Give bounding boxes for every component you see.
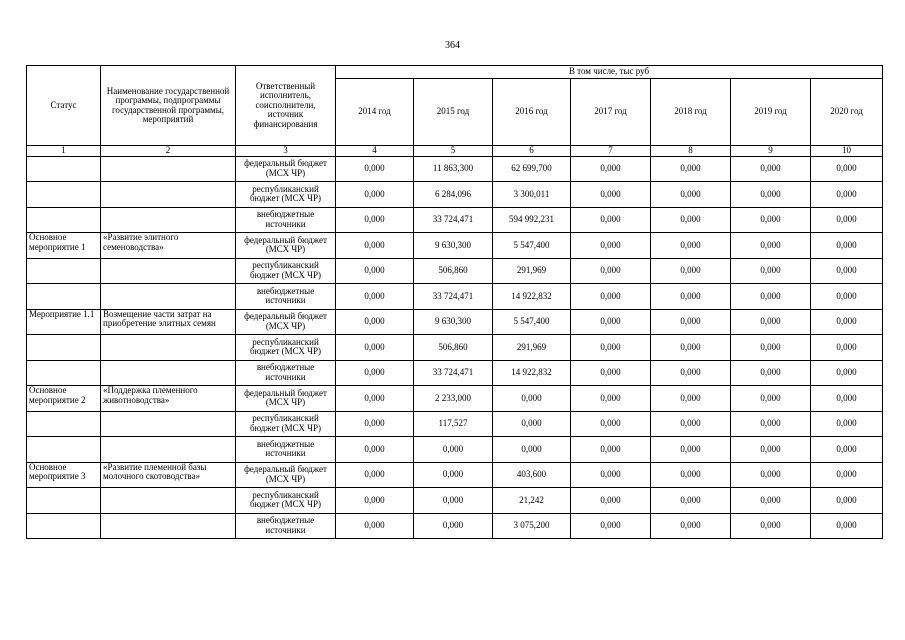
program-name-cell: «Поддержка племенного животноводства» (101, 386, 236, 412)
column-number: 10 (811, 146, 883, 157)
value-cell: 0,000 (571, 437, 651, 463)
value-cell: 14 922,832 (493, 360, 571, 386)
value-cell: 0,000 (811, 207, 883, 233)
header-year: 2020 год (811, 79, 883, 146)
value-cell: 0,000 (336, 233, 414, 259)
value-cell: 33 724,471 (414, 360, 493, 386)
funding-source-cell: республиканский бюджет (МСХ ЧР) (236, 488, 336, 514)
column-number: 9 (731, 146, 811, 157)
value-cell: 0,000 (651, 284, 731, 310)
value-cell: 21,242 (493, 488, 571, 514)
status-cell: Мероприятие 1.1 (27, 309, 101, 335)
status-cell: Основное мероприятие 1 (27, 233, 101, 259)
funding-source-cell: внебюджетные источники (236, 437, 336, 463)
value-cell: 0,000 (336, 360, 414, 386)
table-row (27, 233, 883, 259)
funding-source-cell: республиканский бюджет (МСХ ЧР) (236, 182, 336, 208)
value-cell: 0,000 (731, 335, 811, 361)
table-row (27, 488, 883, 514)
value-cell: 5 547,400 (493, 233, 571, 259)
value-cell: 0,000 (571, 513, 651, 539)
value-cell: 0,000 (811, 513, 883, 539)
value-cell: 0,000 (651, 513, 731, 539)
header-year: 2018 год (651, 79, 731, 146)
value-cell: 0,000 (811, 156, 883, 182)
value-cell: 0,000 (571, 156, 651, 182)
value-cell: 0,000 (336, 182, 414, 208)
funding-source-cell: республиканский бюджет (МСХ ЧР) (236, 258, 336, 284)
column-number: 3 (236, 146, 336, 157)
value-cell: 0,000 (811, 437, 883, 463)
funding-source-cell: внебюджетные источники (236, 207, 336, 233)
value-cell: 0,000 (571, 182, 651, 208)
program-name-cell (101, 513, 236, 539)
value-cell: 0,000 (414, 488, 493, 514)
value-cell: 0,000 (651, 309, 731, 335)
table-row (27, 156, 883, 182)
value-cell: 0,000 (731, 488, 811, 514)
value-cell: 0,000 (651, 462, 731, 488)
funding-source-cell: федеральный бюджет (МСХ ЧР) (236, 386, 336, 412)
program-name-cell (101, 488, 236, 514)
value-cell: 0,000 (493, 437, 571, 463)
program-name-cell (101, 284, 236, 310)
program-name-cell (101, 360, 236, 386)
status-cell (27, 411, 101, 437)
table-row (27, 207, 883, 233)
value-cell: 0,000 (414, 513, 493, 539)
value-cell: 0,000 (571, 207, 651, 233)
funding-source-cell: внебюджетные источники (236, 284, 336, 310)
status-cell: Основное мероприятие 3 (27, 462, 101, 488)
status-cell (27, 360, 101, 386)
value-cell: 6 284,096 (414, 182, 493, 208)
value-cell: 0,000 (731, 386, 811, 412)
value-cell: 14 922,832 (493, 284, 571, 310)
value-cell: 0,000 (571, 411, 651, 437)
program-name-cell (101, 258, 236, 284)
value-cell: 3 300,011 (493, 182, 571, 208)
header-status: Статус (27, 66, 101, 146)
value-cell: 0,000 (731, 513, 811, 539)
status-cell (27, 437, 101, 463)
value-cell: 0,000 (651, 207, 731, 233)
table-row (27, 462, 883, 488)
value-cell: 0,000 (336, 309, 414, 335)
value-cell: 0,000 (731, 207, 811, 233)
value-cell: 0,000 (414, 462, 493, 488)
value-cell: 403,600 (493, 462, 571, 488)
value-cell: 0,000 (651, 156, 731, 182)
value-cell: 0,000 (336, 258, 414, 284)
value-cell: 0,000 (493, 386, 571, 412)
value-cell: 0,000 (571, 233, 651, 259)
table-row (27, 284, 883, 310)
value-cell: 0,000 (571, 462, 651, 488)
value-cell: 0,000 (731, 309, 811, 335)
funding-source-cell: республиканский бюджет (МСХ ЧР) (236, 335, 336, 361)
program-name-cell: Возмещение части затрат на приобретение элитных семян (101, 309, 236, 335)
value-cell: 0,000 (651, 335, 731, 361)
program-name-cell (101, 411, 236, 437)
status-cell (27, 513, 101, 539)
column-number: 8 (651, 146, 731, 157)
program-name-cell (101, 437, 236, 463)
value-cell: 0,000 (811, 386, 883, 412)
value-cell: 0,000 (731, 182, 811, 208)
value-cell: 0,000 (571, 386, 651, 412)
table-row (27, 182, 883, 208)
value-cell: 0,000 (811, 488, 883, 514)
status-cell (27, 335, 101, 361)
value-cell: 0,000 (336, 335, 414, 361)
value-cell: 0,000 (493, 411, 571, 437)
value-cell: 0,000 (651, 488, 731, 514)
status-cell: Основное мероприятие 2 (27, 386, 101, 412)
value-cell: 0,000 (811, 284, 883, 310)
funding-source-cell: федеральный бюджет (МСХ ЧР) (236, 233, 336, 259)
header-year: 2019 год (731, 79, 811, 146)
status-cell (27, 258, 101, 284)
value-cell: 0,000 (336, 437, 414, 463)
column-number: 2 (101, 146, 236, 157)
value-cell: 0,000 (336, 411, 414, 437)
value-cell: 0,000 (336, 156, 414, 182)
value-cell: 0,000 (571, 335, 651, 361)
value-cell: 0,000 (651, 360, 731, 386)
table-row (27, 258, 883, 284)
value-cell: 0,000 (651, 258, 731, 284)
value-cell: 0,000 (731, 462, 811, 488)
table-body (27, 156, 883, 539)
header-year: 2015 год (414, 79, 493, 146)
value-cell: 0,000 (731, 258, 811, 284)
column-number: 4 (336, 146, 414, 157)
status-cell (27, 488, 101, 514)
value-cell: 0,000 (811, 258, 883, 284)
value-cell: 0,000 (811, 233, 883, 259)
value-cell: 0,000 (731, 156, 811, 182)
header-year: 2014 год (336, 79, 414, 146)
value-cell: 0,000 (811, 411, 883, 437)
header-responsible: Ответственный исполнитель, соисполнители, источник финансирования (236, 66, 336, 146)
funding-source-cell: внебюджетные источники (236, 360, 336, 386)
value-cell: 117,527 (414, 411, 493, 437)
value-cell: 291,969 (493, 258, 571, 284)
value-cell: 0,000 (731, 284, 811, 310)
program-name-cell: «Развитие племенной базы молочного скотоводства» (101, 462, 236, 488)
status-cell (27, 207, 101, 233)
budget-table (26, 65, 883, 539)
value-cell: 2 233,000 (414, 386, 493, 412)
column-number: 7 (571, 146, 651, 157)
value-cell: 62 699,700 (493, 156, 571, 182)
program-name-cell (101, 156, 236, 182)
value-cell: 0,000 (651, 233, 731, 259)
header-year: 2017 год (571, 79, 651, 146)
value-cell: 0,000 (731, 360, 811, 386)
table-row (27, 309, 883, 335)
value-cell: 0,000 (731, 437, 811, 463)
status-cell (27, 284, 101, 310)
value-cell: 0,000 (571, 309, 651, 335)
value-cell: 0,000 (336, 207, 414, 233)
value-cell: 11 863,300 (414, 156, 493, 182)
table-row (27, 513, 883, 539)
value-cell: 33 724,471 (414, 284, 493, 310)
value-cell: 0,000 (731, 233, 811, 259)
value-cell: 506,860 (414, 258, 493, 284)
value-cell: 9 630,300 (414, 309, 493, 335)
header-program-name: Наименование государственной программы, подпрограммы государственной программы, мероприятий (101, 66, 236, 146)
funding-source-cell: республиканский бюджет (МСХ ЧР) (236, 411, 336, 437)
status-cell (27, 156, 101, 182)
funding-source-cell: федеральный бюджет (МСХ ЧР) (236, 156, 336, 182)
value-cell: 0,000 (651, 437, 731, 463)
header-year: 2016 год (493, 79, 571, 146)
value-cell: 0,000 (731, 411, 811, 437)
value-cell: 0,000 (336, 386, 414, 412)
value-cell: 0,000 (811, 360, 883, 386)
funding-source-cell: федеральный бюджет (МСХ ЧР) (236, 462, 336, 488)
value-cell: 5 547,400 (493, 309, 571, 335)
column-number: 5 (414, 146, 493, 157)
program-name-cell (101, 182, 236, 208)
value-cell: 9 630,300 (414, 233, 493, 259)
value-cell: 291,969 (493, 335, 571, 361)
value-cell: 0,000 (336, 284, 414, 310)
value-cell: 33 724,471 (414, 207, 493, 233)
value-cell: 0,000 (651, 386, 731, 412)
program-name-cell (101, 207, 236, 233)
table-row (27, 386, 883, 412)
value-cell: 0,000 (571, 284, 651, 310)
page-number: 364 (445, 40, 460, 51)
value-cell: 0,000 (811, 335, 883, 361)
status-cell (27, 182, 101, 208)
value-cell: 3 075,200 (493, 513, 571, 539)
column-number: 6 (493, 146, 571, 157)
value-cell: 594 992,231 (493, 207, 571, 233)
value-cell: 0,000 (336, 488, 414, 514)
header-funding-group: В том числе, тыс руб (336, 66, 883, 79)
value-cell: 506,860 (414, 335, 493, 361)
table-row (27, 360, 883, 386)
column-number: 1 (27, 146, 101, 157)
value-cell: 0,000 (811, 182, 883, 208)
table-row (27, 437, 883, 463)
value-cell: 0,000 (336, 462, 414, 488)
value-cell: 0,000 (651, 182, 731, 208)
value-cell: 0,000 (811, 309, 883, 335)
value-cell: 0,000 (414, 437, 493, 463)
value-cell: 0,000 (571, 360, 651, 386)
value-cell: 0,000 (571, 488, 651, 514)
program-name-cell: «Развитие элитного семеноводства» (101, 233, 236, 259)
value-cell: 0,000 (571, 258, 651, 284)
program-name-cell (101, 335, 236, 361)
value-cell: 0,000 (336, 513, 414, 539)
value-cell: 0,000 (811, 462, 883, 488)
value-cell: 0,000 (651, 411, 731, 437)
table-row (27, 335, 883, 361)
funding-source-cell: внебюджетные источники (236, 513, 336, 539)
funding-source-cell: федеральный бюджет (МСХ ЧР) (236, 309, 336, 335)
table-row (27, 411, 883, 437)
